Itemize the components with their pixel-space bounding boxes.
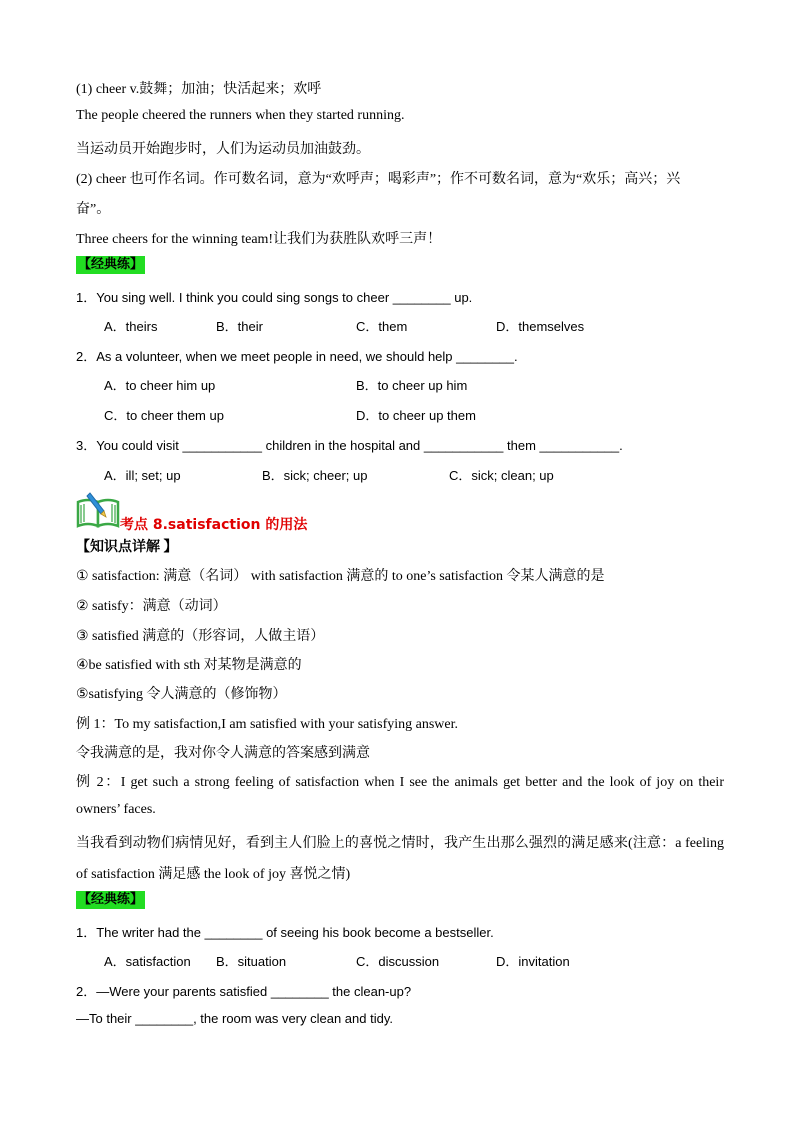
usage-item-2: ② satisfy：满意（动词） — [76, 599, 227, 614]
q3-option-a: A．ill; set; up — [104, 468, 181, 483]
question-3: 3．You could visit ___________ children in the hospital and ___________ them ___________. — [76, 438, 623, 453]
section-heading: 考点 8.satisfaction 的用法 — [120, 517, 308, 533]
e2-q1-option-c: C．discussion — [356, 954, 440, 969]
example-2-en: 例 2：I get such a strong feeling of satisfaction when I see the animals get better and the look of joy on their — [76, 775, 724, 790]
q2-option-c: C．to cheer them up — [104, 408, 224, 423]
q3-option-b: B．sick; cheer; up — [262, 468, 368, 483]
q1-option-d: D．themselves — [496, 319, 585, 334]
example-2-en-cont: owners’ faces. — [76, 802, 156, 817]
cheer-noun-definition-cont: 奋”。 — [76, 202, 111, 217]
usage-item-3: ③ satisfied 满意的（形容词，人做主语） — [76, 629, 325, 644]
example-2-zh: 当我看到动物们病情见好，看到主人们脸上的喜悦之情时，我产生出那么强烈的满足感来(注意：a feeling — [76, 836, 724, 851]
usage-item-4: ④be satisfied with sth 对某物是满意的 — [76, 658, 302, 673]
e2-q1-option-d: D．invitation — [496, 954, 570, 969]
exercise-2-question-1: 1．The writer had the ________ of seeing his book become a bestseller. — [76, 925, 494, 940]
section-subheading: 【知识点详解 】 — [76, 540, 178, 555]
example-2-zh-cont: of satisfaction 满足感 the look of joy 喜悦之情) — [76, 867, 351, 882]
q1-option-b: B．their — [216, 319, 263, 334]
q1-option-a: A．theirs — [104, 319, 158, 334]
q2-option-d: D．to cheer up them — [356, 408, 476, 423]
cheer-example-en: The people cheered the runners when they started running. — [76, 108, 405, 123]
question-1: 1．You sing well. I think you could sing songs to cheer ________ up. — [76, 290, 473, 305]
q2-option-b: B．to cheer up him — [356, 378, 468, 393]
example-1-zh: 令我满意的是，我对你令人满意的答案感到满意 — [76, 746, 370, 761]
cheer-noun-example: Three cheers for the winning team!让我们为获胜队欢呼三声！ — [76, 232, 442, 247]
q3-option-c: C．sick; clean; up — [449, 468, 554, 483]
e2-q1-option-a: A．satisfaction — [104, 954, 191, 969]
e2-q1-option-b: B．situation — [216, 954, 287, 969]
q1-option-c: C．them — [356, 319, 408, 334]
q2-option-a: A．to cheer him up — [104, 378, 216, 393]
example-1-en: 例 1：To my satisfaction,I am satisfied with your satisfying answer. — [76, 717, 459, 732]
notebook-pen-icon — [76, 490, 122, 530]
cheer-verb-definition: (1) cheer v.鼓舞；加油；快活起来；欢呼 — [76, 82, 322, 97]
question-2: 2．As a volunteer, when we meet people in need, we should help ________. — [76, 349, 518, 364]
usage-item-5: ⑤satisfying 令人满意的（修饰物） — [76, 687, 287, 702]
exercise-2-question-2-answer: —To their ________, the room was very clean and tidy. — [76, 1011, 393, 1026]
usage-item-1: ① satisfaction: 满意（名词） with satisfaction 满意的 to one’s satisfaction 令某人满意的是 — [76, 569, 605, 584]
exercise-tag-2: 【经典练】 — [78, 892, 144, 907]
cheer-noun-definition: (2) cheer 也可作名词。作可数名词，意为“欢呼声；喝彩声”；作不可数名词，意为“欢乐；高兴；兴 — [76, 172, 681, 187]
cheer-example-zh: 当运动员开始跑步时，人们为运动员加油鼓劲。 — [76, 142, 370, 157]
exercise-tag: 【经典练】 — [78, 257, 144, 272]
exercise-2-question-2: 2．—Were your parents satisfied ________ the clean-up? — [76, 984, 412, 999]
